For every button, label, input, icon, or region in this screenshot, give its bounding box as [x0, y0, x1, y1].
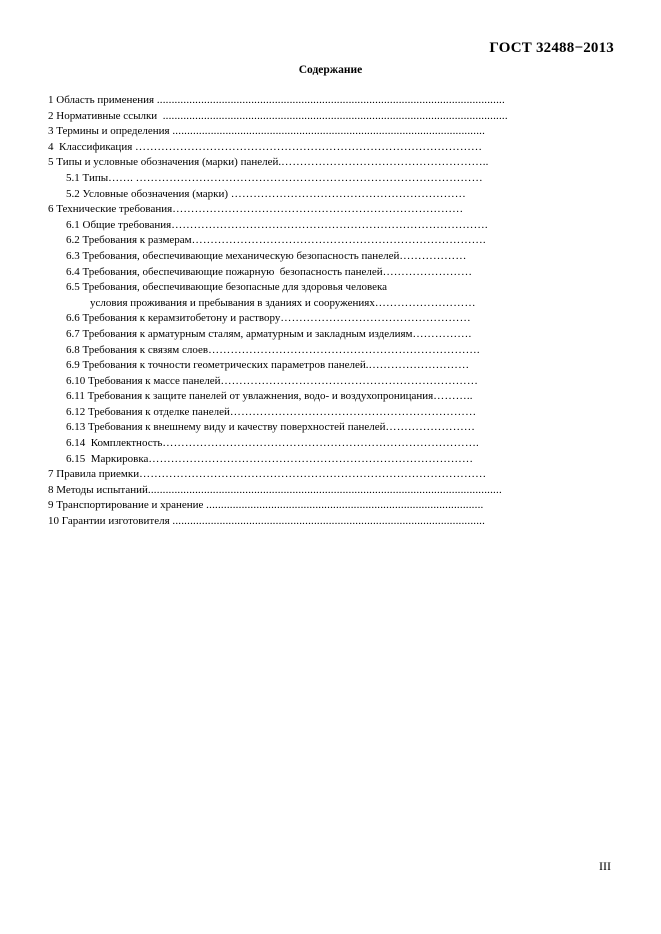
toc-entry-leader: ...................................................................................................................... [156, 94, 505, 106]
toc-entry-10[interactable] [48, 514, 568, 530]
toc-entry-5-2[interactable] [48, 187, 568, 203]
toc-entry-label: 6.10 Требования к массе панелей [66, 374, 221, 387]
toc-entry-3[interactable] [48, 124, 568, 140]
toc-entry-leader: ………………………………………………………… [229, 405, 477, 418]
toc-entry-label: 6.4 Требования, обеспечивающие пожарную безопасность панелей [66, 265, 383, 278]
toc-entry-leader: …………………………………………………………………………. [162, 437, 479, 450]
toc-entry-leader: …………………………………………………………… [220, 374, 479, 387]
toc-entry-label: 6.12 Требования к отделке панелей [66, 405, 230, 418]
toc-entry-5[interactable] [48, 155, 568, 171]
toc-entry-leader: .......................................................................................................... [172, 515, 486, 528]
toc-entry-6[interactable] [48, 202, 568, 218]
toc-entry-leader: ……………………… [374, 296, 476, 309]
toc-entry-leader: …………………………………………………………………………. [171, 218, 488, 231]
standard-number: ГОСТ 32488−2013 [489, 40, 614, 56]
toc-entry-label: 5.1 Типы……. [66, 171, 136, 184]
toc-entry-label: 6.6 Требования к керамзитобетону и раствору [66, 312, 281, 325]
toc-entry-leader: ……………………………………………….. [281, 156, 489, 169]
toc-entry-leader: ………………………………………………………………………………… [135, 171, 483, 184]
toc-entry-label: 3 Термины и определения [48, 125, 173, 138]
toc-entry-1[interactable] [48, 93, 568, 109]
page-number: III [599, 859, 611, 873]
toc-entry-9[interactable] [48, 498, 568, 514]
toc-entry-6-13[interactable] [48, 420, 568, 436]
toc-entry-6-5-continued[interactable] [48, 296, 568, 312]
toc-entry-label: 5 Типы и условные обозначения (марки) панелей. [48, 156, 282, 169]
toc-entry-7[interactable] [48, 467, 568, 483]
table-of-contents [48, 93, 568, 530]
toc-entry-5-1[interactable] [48, 171, 568, 187]
toc-entry-6-10[interactable] [48, 374, 568, 390]
toc-entry-label: 6.14 Комплектность [66, 437, 163, 450]
toc-entry-label: 1 Область применения [48, 94, 157, 106]
toc-entry-label: 6.7 Требования к арматурным сталям, арматурным и закладным изделиям [66, 327, 413, 340]
toc-entry-leader: ……………. [412, 327, 472, 340]
toc-entry-label: 6.2 Требования к размерам [66, 234, 192, 247]
toc-entry-label: 6.11 Требования к защите панелей от увлажнения, водо- и воздухопроницания [66, 390, 434, 403]
toc-entry-6-9[interactable] [48, 358, 568, 374]
toc-entry-leader: .......................................................................................................... [172, 125, 486, 138]
toc-entry-8[interactable] [48, 483, 568, 499]
toc-entry-label: 10 Гарантии изготовителя [48, 515, 173, 528]
toc-entry-6-11[interactable] [48, 389, 568, 405]
toc-entry-leader: ………………………………………………………………………………… [139, 468, 487, 481]
toc-entry-leader: ……………………… [368, 359, 470, 372]
toc-entry-2[interactable] [48, 109, 568, 125]
toc-entry-label: 6.9 Требования к точности геометрических параметров панелей. [66, 359, 369, 372]
toc-entry-6-8[interactable] [48, 343, 568, 359]
toc-entry-6-5[interactable] [48, 280, 568, 296]
toc-title: Содержание [298, 64, 363, 76]
toc-entry-leader: ..................................................................................................................... [162, 109, 508, 122]
toc-entry-label: 6.1 Общие требования [66, 218, 172, 231]
toc-entry-leader: ……………………………………………………………………. [191, 234, 486, 247]
toc-entry-6-12[interactable] [48, 405, 568, 421]
toc-entry-6-4[interactable] [48, 265, 568, 281]
toc-entry-leader: ………………………………………………………………. [208, 343, 480, 356]
toc-entry-6-3[interactable] [48, 249, 568, 265]
toc-entry-6-15[interactable] [48, 452, 568, 468]
toc-entry-label: условия проживания и пребывания в зданиях и сооружениях [90, 296, 375, 309]
toc-entry-leader: …………………… [385, 421, 476, 434]
toc-entry-label: 8 Методы испытаний [48, 483, 148, 496]
toc-entry-label: 7 Правила приемки [48, 468, 140, 481]
toc-entry-leader: .............................................................................................. [206, 499, 484, 512]
toc-entry-4[interactable] [48, 140, 568, 156]
toc-entry-label: 6.15 Маркировка [66, 452, 149, 465]
toc-entry-leader: …………………………………………………………………………… [148, 452, 474, 465]
toc-entry-6-1[interactable] [48, 218, 568, 234]
toc-entry-leader: ……………… [399, 249, 467, 262]
toc-entry-label: 9 Транспортирование и хранение [48, 499, 207, 512]
toc-entry-6-14[interactable] [48, 436, 568, 452]
toc-entry-leader: …………………………………………… [280, 312, 471, 325]
toc-entry-label: 6.5 Требования, обеспечивающие безопасные для здоровья человека [66, 281, 388, 294]
toc-entry-6-7[interactable] [48, 327, 568, 343]
toc-entry-leader: …………………………………………………………………… [172, 203, 464, 216]
toc-entry-leader: ……….. [433, 390, 473, 403]
toc-entry-leader: ………………………………………………………………………………… [135, 140, 483, 153]
toc-entry-label: 6.8 Требования к связям слоев [66, 343, 209, 356]
toc-entry-label: 5.2 Условные обозначения (марки) [66, 187, 231, 200]
toc-entry-leader: ……………………………………………………… [230, 187, 466, 200]
toc-entry-label: 6 Технические требования [48, 203, 173, 216]
toc-entry-leader: …………………… [382, 265, 473, 278]
toc-entry-label: 6.13 Требования к внешнему виду и качеству поверхностей панелей [66, 421, 386, 434]
toc-entry-label: 6.3 Требования, обеспечивающие механическую безопасность панелей [66, 249, 400, 262]
toc-entry-6-6[interactable] [48, 311, 568, 327]
toc-entry-label: 2 Нормативные ссылки [48, 109, 163, 122]
toc-entry-leader: ........................................................................................................................ [147, 483, 502, 496]
toc-entry-label: 4 Классификация [48, 140, 136, 153]
toc-entry-6-2[interactable] [48, 233, 568, 249]
